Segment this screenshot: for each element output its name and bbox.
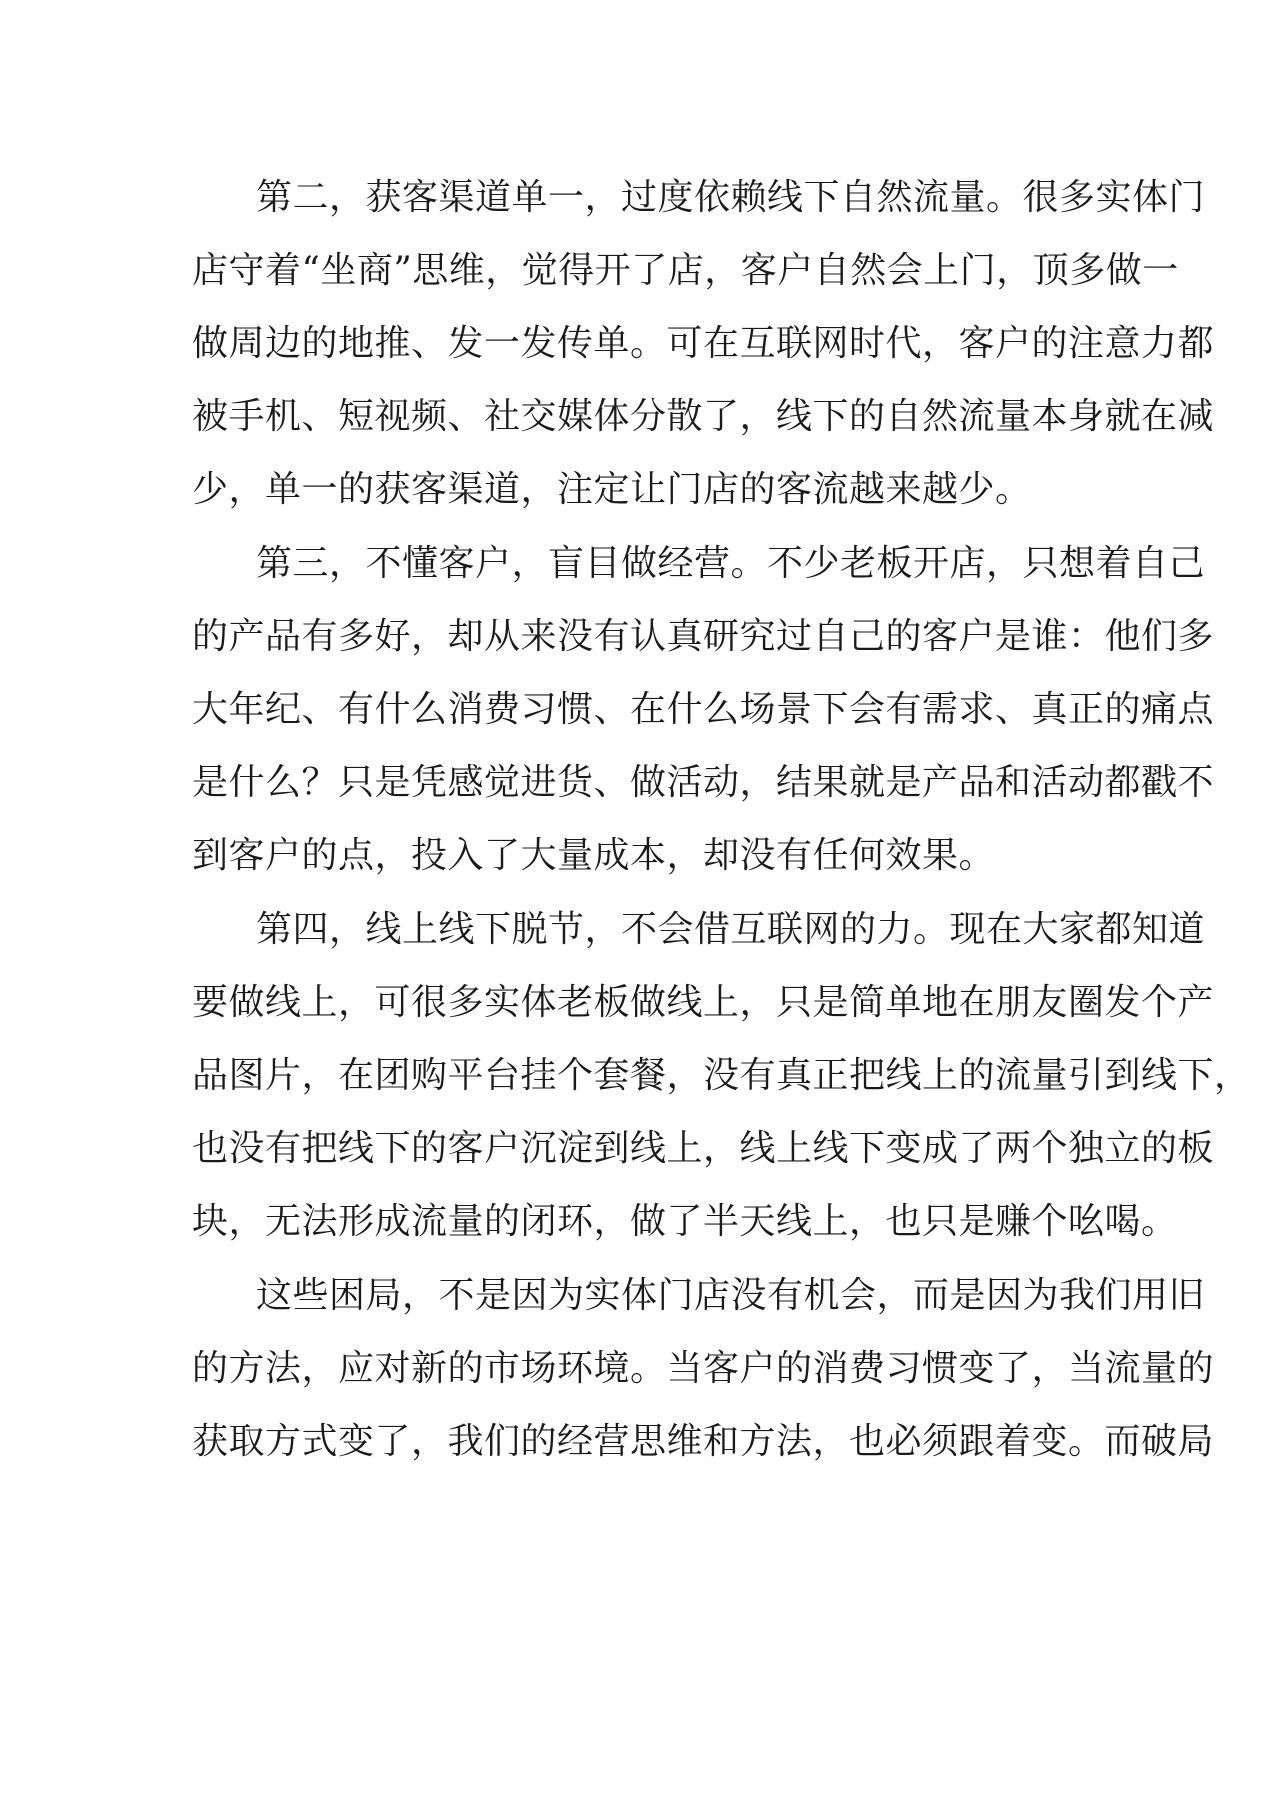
paragraph-5-line-3: 获取方式变了，我们的经营思维和方法，也必须跟着变。而破局 bbox=[192, 1421, 1215, 1462]
paragraph-2-line-5: 少，单一的获客渠道，注定让门店的客流越来越少。 bbox=[192, 469, 1032, 510]
paragraph-4-line-4: 也没有把线下的客户沉淀到线上，线上线下变成了两个独立的板 bbox=[192, 1128, 1215, 1169]
paragraph-4-line-1: 第四，线上线下脱节，不会借互联网的力。现在大家都知道 bbox=[256, 909, 1206, 950]
paragraph-2-line-2: 店守着“坐商”思维，觉得开了店，客户自然会上门，顶多做一 bbox=[192, 250, 1179, 291]
paragraph-3-line-2: 的产品有多好，却从来没有认真研究过自己的客户是谁：他们多 bbox=[192, 616, 1215, 657]
paragraph-5-line-2: 的方法，应对新的市场环境。当客户的消费习惯变了，当流量的 bbox=[192, 1348, 1215, 1389]
paragraph-4-line-5: 块，无法形成流量的闭环，做了半天线上，也只是赚个吆喝。 bbox=[192, 1201, 1178, 1242]
paragraph-4-line-3: 品图片，在团购平台挂个套餐，没有真正把线上的流量引到线下， bbox=[192, 1055, 1251, 1096]
paragraph-3-line-4: 是什么？只是凭感觉进货、做活动，结果就是产品和活动都戳不 bbox=[192, 762, 1215, 803]
paragraph-5-line-1: 这些困局，不是因为实体门店没有机会，而是因为我们用旧 bbox=[256, 1275, 1206, 1316]
paragraph-2-line-4: 被手机、短视频、社交媒体分散了，线下的自然流量本身就在减 bbox=[192, 396, 1215, 437]
paragraph-3-line-5: 到客户的点，投入了大量成本，却没有任何效果。 bbox=[192, 835, 996, 876]
paragraph-3-line-1: 第三，不懂客户，盲目做经营。不少老板开店，只想着自己 bbox=[256, 543, 1206, 584]
paragraph-3-line-3: 大年纪、有什么消费习惯、在什么场景下会有需求、真正的痛点 bbox=[192, 689, 1215, 730]
paragraph-4-line-2: 要做线上，可很多实体老板做线上，只是简单地在朋友圈发个产 bbox=[192, 982, 1215, 1023]
paragraph-2-line-1: 第二，获客渠道单一，过度依赖线下自然流量。很多实体门 bbox=[256, 177, 1206, 218]
paragraph-2-line-3: 做周边的地推、发一发传单。可在互联网时代，客户的注意力都 bbox=[192, 323, 1215, 364]
